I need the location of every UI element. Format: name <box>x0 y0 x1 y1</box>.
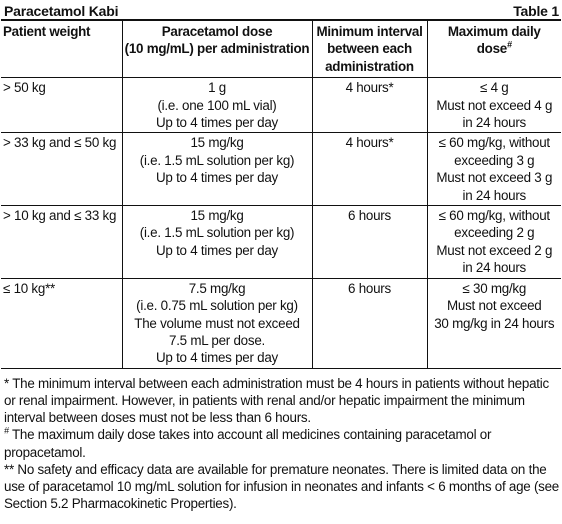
table-row <box>1 78 561 133</box>
table-row <box>1 278 561 368</box>
interval-cell: 6 hours <box>312 206 427 279</box>
table-header-row <box>1 21 561 78</box>
header-patient-weight: Patient weight <box>1 21 122 78</box>
interval-cell: 6 hours <box>312 278 427 368</box>
header-dose: Paracetamol dose (10 mg/mL) per administration <box>122 21 312 78</box>
weight-cell: > 10 kg and ≤ 33 kg <box>1 206 122 279</box>
product-title: Paracetamol Kabi <box>4 3 119 19</box>
footnotes <box>1 369 561 513</box>
interval-cell: 4 hours* <box>312 133 427 206</box>
weight-cell: ≤ 10 kg** <box>1 278 122 368</box>
max-dose-cell: ≤ 60 mg/kg, without exceeding 2 g Must not exceed 2 g in 24 hours <box>427 206 561 279</box>
max-dose-cell: ≤ 30 mg/kg Must not exceed 30 mg/kg in 24 hours <box>427 278 561 368</box>
header-interval: Minimum interval between each administration <box>312 21 427 78</box>
table-title-bar <box>1 0 561 21</box>
table-row <box>1 133 561 206</box>
table-number: Table 1 <box>513 3 559 19</box>
footnote-max-daily-dose: # The maximum daily dose takes into account all medicines containing paracetamol or propacetamol. <box>4 425 492 460</box>
hash-footnote-marker: # <box>507 39 512 50</box>
weight-cell: > 50 kg <box>1 78 122 133</box>
dose-cell: 1 g (i.e. one 100 mL vial) Up to 4 times per day <box>122 78 312 133</box>
header-max-daily-dose: Maximum daily dose# <box>427 21 561 78</box>
max-dose-cell: ≤ 60 mg/kg, without exceeding 3 g Must not exceed 3 g in 24 hours <box>427 133 561 206</box>
max-dose-cell: ≤ 4 g Must not exceed 4 g in 24 hours <box>427 78 561 133</box>
footnote-minimum-interval: * The minimum interval between each administration must be 4 hours in patients without hepatic or renal impairment. However, in patients with renal and/or hepatic impairment the minimum interval between doses must not be less than 6 hours. <box>4 375 549 426</box>
footnote-neonates: ** No safety and efficacy data are available for premature neonates. There is limited data on the use of paracetamol 10 mg/mL solution for infusion in neonates and infants < 6 months of age (see Section 5.2 Pharmacokinetic Properties). <box>4 461 560 512</box>
table-row <box>1 206 561 279</box>
weight-cell: > 33 kg and ≤ 50 kg <box>1 133 122 206</box>
interval-cell: 4 hours* <box>312 78 427 133</box>
dose-cell: 15 mg/kg (i.e. 1.5 mL solution per kg) Up to 4 times per day <box>122 206 312 279</box>
dose-cell: 7.5 mg/kg (i.e. 0.75 mL solution per kg) The volume must not exceed 7.5 mL per dose. Up to 4 times per day <box>122 278 312 368</box>
dose-cell: 15 mg/kg (i.e. 1.5 mL solution per kg) Up to 4 times per day <box>122 133 312 206</box>
dosage-table <box>1 21 561 369</box>
